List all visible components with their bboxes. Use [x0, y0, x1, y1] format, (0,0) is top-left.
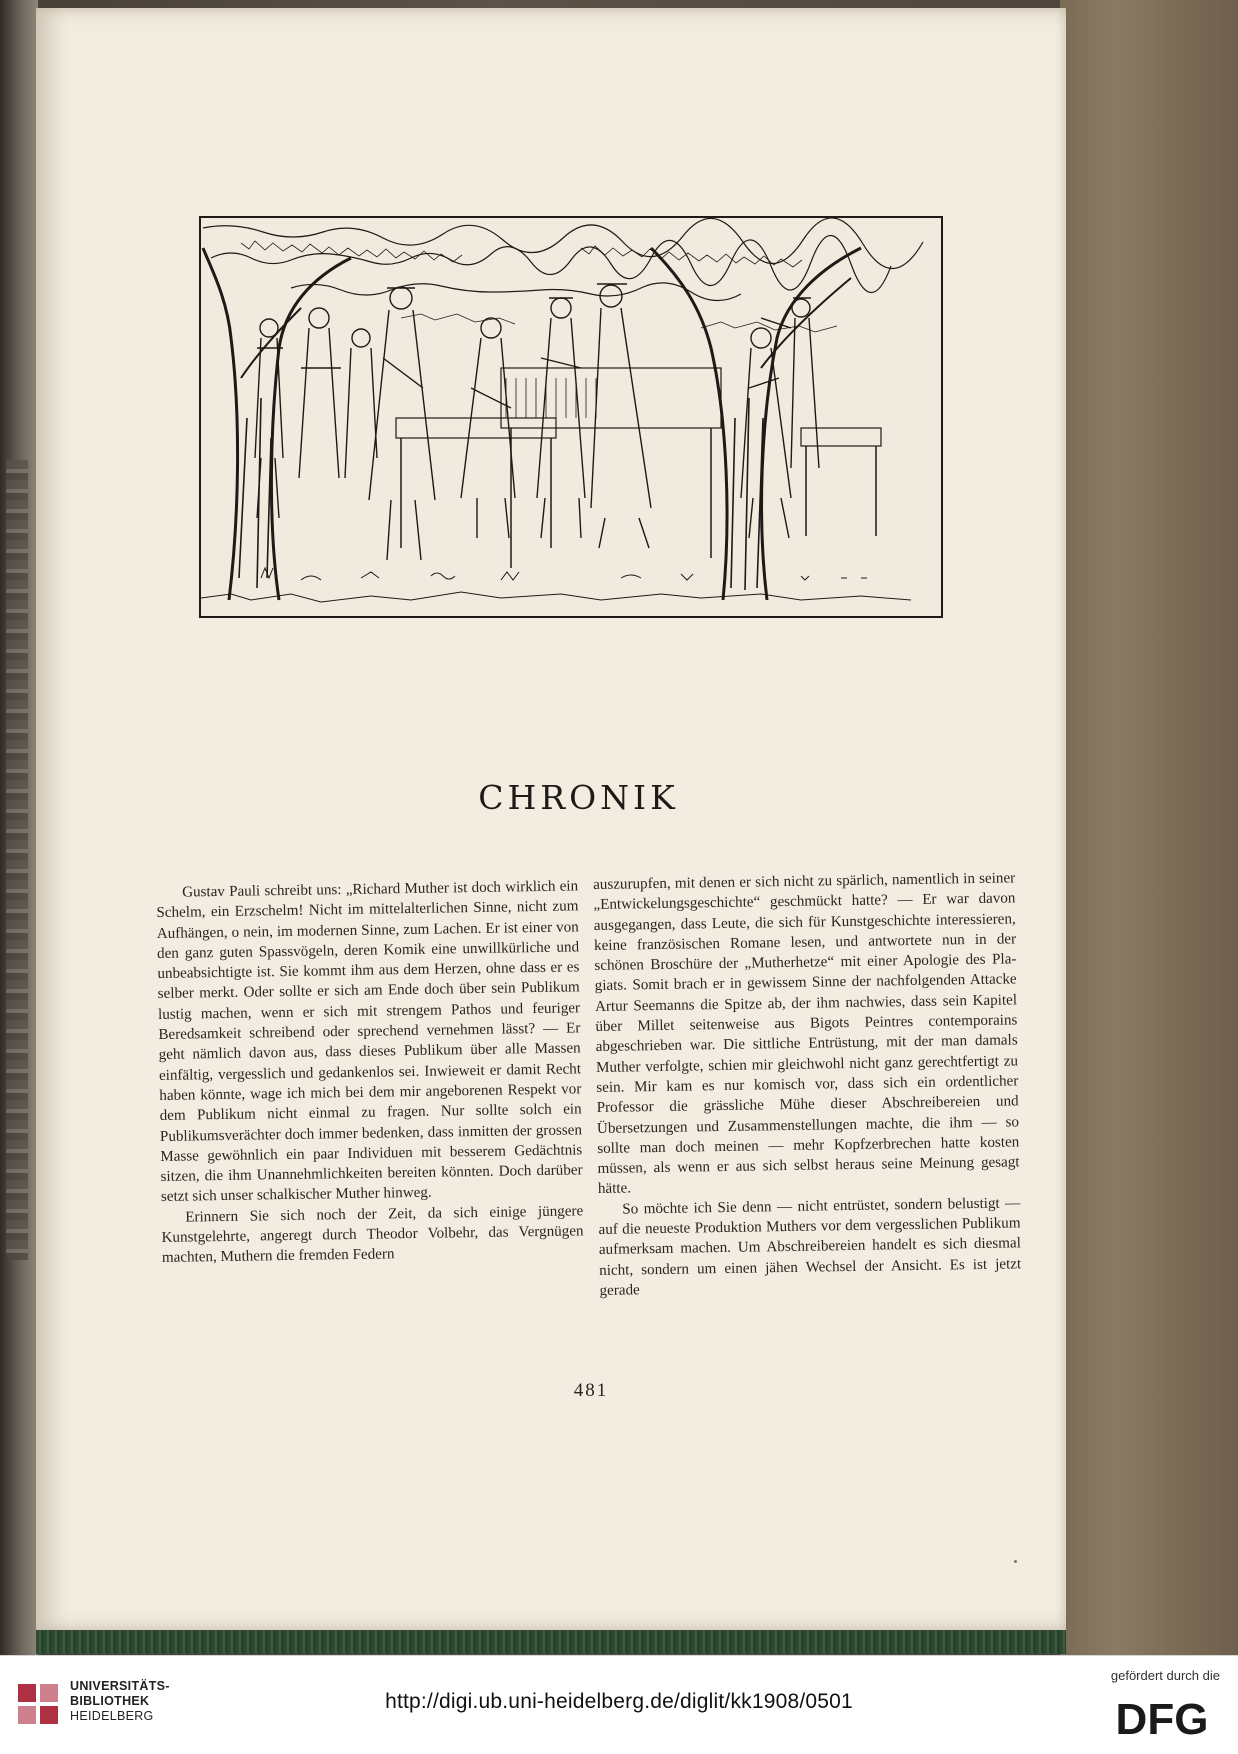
- left-paragraph-1: Gustav Pauli schreibt uns: „Richard Muther ist doch wirklich ein Schelm, ein Erzschelm! Nicht im mittelalterlichen Sinne, nicht zum Aufhängen, o nein, im modernen Sinne, zum Lachen. Er ist einer von den ganz guten Spassvögeln, deren Komik eine unwillkürliche und unbeabsichtigte ist. Sie kommt ihm aus dem Herzen, ohne dass er es selber merkt. Oder sollte er sich am Ende doch über sein Publikum lustig machen, wenn er sich mit strengem Pathos und feuriger Beredsamkeit schreibend oder sprechend vernehmen lässt? — Er geht nämlich davon aus, dass dieses Publikum über alle Massen einfältig, vergesslich und gedankenlos sei. Inwieweit er damit Recht haben könnte, wage ich mich bei dem mir angeborenen Respekt vor dem Publikum nicht einmal zu fragen. Nur sollte solch ein Publikumsverächter doch immer bedenken, dass inmitten der grossen Masse gewöhnlich ein paar Individuen mit besserem Gedächtnis sitzen, die ihm Unannehmlichkeiten bereiten könnten. Doch darüber setzt sich unser schalkischer Muther hinweg.: [156, 878, 583, 1206]
- page-number: 481: [573, 1380, 609, 1401]
- viewer-footer: [0, 1655, 1238, 1754]
- previous-page-edge: [0, 0, 38, 1655]
- library-name-line3: HEIDELBERG: [70, 1709, 154, 1723]
- scanned-page: [36, 8, 1066, 1630]
- dfg-logo-text: DFG: [1115, 1695, 1209, 1740]
- library-name-line1: UNIVERSITÄTS-: [70, 1679, 170, 1693]
- paper-speck: [1014, 1560, 1017, 1563]
- previous-page-image-strip: [6, 460, 28, 1260]
- left-paragraph-2: Erinnern Sie sich noch der Zeit, da sich einige jüngere Kunstgelehrte, angeregt durch Theodor Volbehr, das Vergnügen machten, Muthern die fremden Federn: [161, 1203, 584, 1267]
- right-text-column: [593, 868, 1022, 1301]
- book-cover-edge: [1060, 0, 1238, 1655]
- right-paragraph-2: So möchte ich Sie denn — nicht entrüstet, sondern belustigt — auf die neueste Produktion Muthers vor dem vergesslichen Publikum aufmerksam machen. Um Abschreibereien handelt es sich diesmal nicht, sondern um einen jähen Wechsel der Ansicht. Es ist jetzt gerade: [598, 1195, 1022, 1299]
- left-text-column: [156, 876, 584, 1268]
- right-paragraph-1: auszurupfen, mit denen er sich nicht zu spärlich, namentlich in seiner „Entwickelungsgeschichte“ geschmückt hatte? — Er war davon ausgegangen, dass Leute, die sich für Kunstgeschichte interessieren, keine französischen Romane lesen, und antwortete nun in der schönen Broschüre der „Mutherhetze“ mit einer Apologie des Plagiats. Somit brach er in gewissem Sinne der nachfolgenden Attacke Artur Seemanns die Spitze ab, der ihm nachwies, dass sein Kapitel über Millet seitenweise aus Bigots Peintres contemporains abgeschrieben war. Die sittliche Entrüstung, mit der man damals Muther verfolgte, schien mir gleichwohl nicht ganz gerechtfertigt zu sein. Mir kam es nur komisch vor, dass sich ein ordentlicher Professor die grässliche Mühe dieser Abschreibereien und Übersetzungen und Zusammenstellungen machte, die ihm — so sollte man doch meinen — mehr Kopfzerbrechen hatte kosten müssen, als wenn er aus sich selbst heraus seine Meinung gesagt hätte.: [593, 870, 1020, 1198]
- library-name-line2: BIBLIOTHEK: [70, 1694, 150, 1708]
- permalink-url[interactable]: http://digi.ub.uni-heidelberg.de/diglit/kk1908/0501: [385, 1690, 853, 1713]
- funded-by-label: gefördert durch die: [1110, 1668, 1220, 1683]
- book-binding-cloth: [36, 1628, 1066, 1654]
- book-stall-drawing-icon: [201, 218, 941, 616]
- chapter-title: CHRONIK: [478, 778, 679, 817]
- street-book-stall-illustration: [199, 216, 943, 618]
- dfg-logo-icon[interactable]: [1102, 1694, 1222, 1740]
